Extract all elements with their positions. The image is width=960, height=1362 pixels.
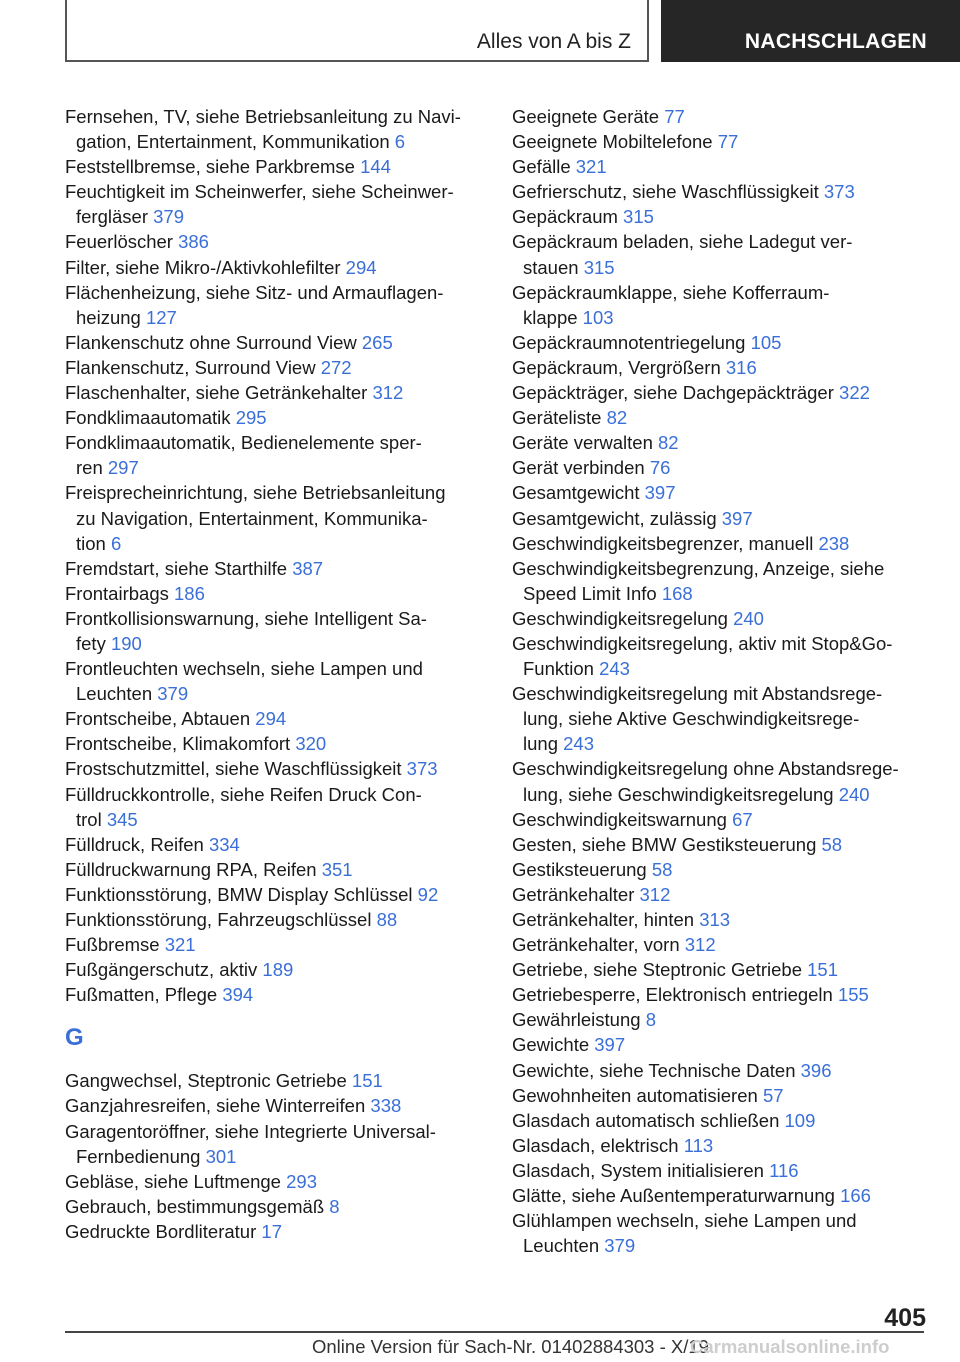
index-entry-text: Gepäckraum bbox=[512, 206, 624, 228]
index-entry-text: Flächenheizung, siehe Sitz- und Armauflagen‐ bbox=[65, 281, 444, 303]
page-reference-link[interactable]: 155 bbox=[837, 984, 869, 1006]
page-reference-link[interactable]: 301 bbox=[205, 1145, 237, 1167]
index-entry bbox=[65, 656, 485, 706]
index-entry-text: Gewohnheiten automatisieren bbox=[512, 1084, 763, 1106]
index-entry-text: Frontscheibe, Klimakomfort bbox=[65, 733, 296, 755]
index-entry-text: Geschwindigkeitsregelung mit Abstandsrege‐ bbox=[512, 683, 883, 705]
index-entry bbox=[65, 430, 485, 480]
index-entry bbox=[65, 957, 485, 982]
index-entry bbox=[512, 154, 932, 179]
index-entry bbox=[65, 782, 485, 832]
page-reference-link[interactable]: 379 bbox=[153, 206, 184, 228]
page-reference-link[interactable]: 92 bbox=[417, 883, 439, 905]
index-entry bbox=[512, 1032, 932, 1057]
index-entry bbox=[65, 1194, 485, 1219]
index-entry-continuation: fety bbox=[76, 632, 111, 654]
index-entry bbox=[512, 832, 932, 857]
index-entry bbox=[512, 1007, 932, 1032]
index-entry bbox=[65, 1219, 485, 1244]
page-reference-link[interactable]: 316 bbox=[725, 356, 757, 378]
index-entry bbox=[65, 104, 485, 154]
index-entry-text: Fernsehen, TV, siehe Betriebsanleitung zu Navi‐ bbox=[65, 106, 461, 127]
page-reference-link[interactable]: 397 bbox=[721, 507, 753, 529]
page-reference-link[interactable]: 240 bbox=[838, 783, 870, 805]
page-reference-link[interactable]: 186 bbox=[174, 582, 205, 604]
index-entry-text: Gepäckraum, Vergrößern bbox=[512, 356, 726, 378]
page-reference-link[interactable]: 190 bbox=[110, 632, 142, 654]
index-entry bbox=[65, 380, 485, 405]
index-entry-text: Filter, siehe Mikro-/Aktivkohlefilter bbox=[65, 256, 346, 278]
page-reference-link[interactable]: 151 bbox=[807, 959, 839, 981]
index-entry-continuation: trol bbox=[76, 808, 107, 830]
index-entry-text: Getränkehalter bbox=[512, 883, 640, 905]
page-reference-link[interactable]: 144 bbox=[360, 156, 391, 178]
index-entry-continuation: Speed Limit Info bbox=[523, 582, 662, 604]
index-entry-text: Fußbremse bbox=[65, 934, 165, 956]
index-entry-text: Feuchtigkeit im Scheinwerfer, siehe Scheinwer‐ bbox=[65, 181, 454, 203]
page-reference-link[interactable]: 8 bbox=[329, 1195, 340, 1217]
index-entry-text: Geschwindigkeitswarnung bbox=[512, 808, 733, 830]
page-reference-link[interactable]: 6 bbox=[394, 131, 406, 153]
index-entry bbox=[65, 756, 485, 781]
page-reference-link[interactable]: 77 bbox=[717, 131, 739, 153]
index-entry bbox=[65, 154, 485, 179]
index-entry bbox=[512, 1083, 932, 1108]
index-entry-text: Geschwindigkeitsbegrenzer, manuell bbox=[512, 532, 819, 554]
chapter-tab[interactable] bbox=[661, 0, 960, 62]
index-entry bbox=[512, 681, 932, 756]
page-reference-link[interactable]: 17 bbox=[261, 1220, 282, 1242]
index-entry-text: Fußmatten, Pflege bbox=[65, 984, 223, 1006]
section-title: Alles von A bis Z bbox=[476, 30, 631, 53]
index-entry bbox=[512, 1208, 932, 1258]
index-entry-text: Frontscheibe, Abtauen bbox=[65, 708, 256, 730]
index-entry bbox=[512, 1058, 932, 1083]
index-entry-text: Gepäckraum beladen, siehe Ladegut ver‐ bbox=[512, 231, 853, 253]
index-entry bbox=[65, 706, 485, 731]
index-entry-text: Garagentoröffner, siehe Integrierte Universal‐ bbox=[65, 1120, 436, 1142]
index-entry-text: Getriebesperre, Elektronisch entriegeln bbox=[512, 984, 838, 1006]
index-entry-continuation: stauen bbox=[523, 256, 584, 278]
page-reference-link[interactable]: 338 bbox=[370, 1095, 402, 1117]
page-reference-link[interactable]: 6 bbox=[110, 532, 122, 554]
index-entry bbox=[65, 1093, 485, 1118]
index-entry-text: Fondklimaautomatik, Bedienelemente sper‐ bbox=[65, 432, 422, 454]
index-entry-text: Gedruckte Bordliteratur bbox=[65, 1220, 262, 1242]
index-entry bbox=[65, 581, 485, 606]
index-entry-continuation: gation, Entertainment, Kommunikation bbox=[76, 131, 395, 153]
page-reference-link[interactable]: 105 bbox=[750, 331, 782, 353]
page-reference-link[interactable]: 321 bbox=[164, 934, 196, 956]
page-reference-link[interactable]: 387 bbox=[292, 557, 324, 579]
index-entry-text: Funktionsstörung, BMW Display Schlüssel bbox=[65, 883, 418, 905]
index-entry-text: Getränkehalter, hinten bbox=[512, 909, 700, 930]
page-reference-link[interactable]: 77 bbox=[664, 106, 685, 127]
index-entry bbox=[65, 982, 485, 1007]
index-entry bbox=[65, 857, 485, 882]
index-entry bbox=[512, 556, 932, 606]
index-entry bbox=[65, 1169, 485, 1194]
index-entry bbox=[65, 832, 485, 857]
index-entry bbox=[65, 907, 485, 932]
index-entry bbox=[512, 405, 932, 430]
page-reference-link[interactable]: 373 bbox=[823, 181, 855, 203]
page-reference-link[interactable]: 315 bbox=[623, 206, 654, 228]
index-entry-text: Fülldruck, Reifen bbox=[65, 833, 209, 855]
page-reference-link[interactable]: 166 bbox=[840, 1185, 871, 1207]
index-entry bbox=[512, 932, 932, 957]
index-entry-text: Fußgängerschutz, aktiv bbox=[65, 959, 263, 981]
index-entry-text: Gebrauch, bestimmungsgemäß bbox=[65, 1195, 330, 1217]
index-entry bbox=[512, 430, 932, 455]
page-reference-link[interactable]: 58 bbox=[651, 858, 673, 880]
page-reference-link[interactable]: 351 bbox=[321, 858, 353, 880]
page-reference-link[interactable]: 8 bbox=[645, 1009, 656, 1031]
index-entry bbox=[512, 480, 932, 505]
page-reference-link[interactable]: 103 bbox=[582, 306, 614, 328]
page-reference-link[interactable]: 321 bbox=[575, 156, 607, 178]
index-entry-continuation: ren bbox=[76, 457, 108, 479]
index-entry bbox=[512, 380, 932, 405]
page-reference-link[interactable]: 313 bbox=[699, 909, 731, 930]
page-reference-link[interactable]: 379 bbox=[157, 683, 189, 705]
index-entry-continuation: klappe bbox=[523, 306, 583, 328]
index-entry bbox=[512, 807, 932, 832]
chapter-tab-label: NACHSCHLAGEN bbox=[744, 30, 927, 53]
index-entry-text: Fondklimaautomatik bbox=[65, 407, 236, 429]
index-entry bbox=[512, 756, 932, 806]
index-entry bbox=[512, 506, 932, 531]
index-entry-text: Gepäckraumnotentriegelung bbox=[512, 331, 751, 353]
index-entry-text: Glätte, siehe Außentemperaturwarnung bbox=[512, 1185, 841, 1207]
page-reference-link[interactable]: 312 bbox=[684, 934, 716, 956]
page-reference-link[interactable]: 397 bbox=[594, 1034, 626, 1056]
page-reference-link[interactable]: 297 bbox=[107, 457, 139, 479]
page-reference-link[interactable]: 116 bbox=[769, 1159, 799, 1181]
page-reference-link[interactable]: 127 bbox=[145, 306, 177, 328]
index-entry-text: Gewährleistung bbox=[512, 1009, 646, 1031]
page-reference-link[interactable]: 57 bbox=[762, 1084, 784, 1106]
header-frame bbox=[65, 0, 649, 62]
index-entry-text: Fremdstart, siehe Starthilfe bbox=[65, 557, 293, 579]
page-reference-link[interactable]: 294 bbox=[255, 708, 287, 730]
index-entry-text: Feuerlöscher bbox=[65, 231, 179, 253]
index-entry bbox=[512, 1133, 932, 1158]
page-reference-link[interactable]: 238 bbox=[818, 532, 850, 554]
index-entry-text: Frontairbags bbox=[65, 582, 174, 604]
index-entry bbox=[65, 606, 485, 656]
index-entry bbox=[65, 355, 485, 380]
index-entry bbox=[512, 330, 932, 355]
index-entry-text: Funktionsstörung, Fahrzeugschlüssel bbox=[65, 909, 377, 930]
index-entry-continuation: Funktion bbox=[523, 658, 600, 680]
page-reference-link[interactable]: 272 bbox=[320, 356, 352, 378]
index-entry-continuation: Fernbedienung bbox=[76, 1145, 206, 1167]
online-version-note: Online Version für Sach-Nr. 01402884303 - X/19 bbox=[312, 1336, 709, 1357]
page-reference-link[interactable]: 396 bbox=[800, 1059, 832, 1081]
index-entry-text: Feststellbremse, siehe Parkbremse bbox=[65, 156, 361, 178]
page-reference-link[interactable]: 88 bbox=[376, 909, 398, 930]
page-reference-link[interactable]: 243 bbox=[599, 658, 630, 680]
index-entry bbox=[512, 606, 932, 631]
index-entry-text: Gesamtgewicht bbox=[512, 482, 645, 504]
index-entry bbox=[65, 480, 485, 555]
page-reference-link[interactable]: 320 bbox=[295, 733, 327, 755]
page-reference-link[interactable]: 243 bbox=[563, 733, 594, 755]
index-entry bbox=[65, 882, 485, 907]
index-entry bbox=[512, 1158, 932, 1183]
page-reference-link[interactable]: 312 bbox=[639, 883, 671, 905]
index-entry bbox=[512, 204, 932, 229]
index-entry bbox=[65, 255, 485, 280]
index-entry bbox=[65, 1119, 485, 1169]
page-reference-link[interactable]: 373 bbox=[406, 758, 438, 780]
page-reference-link[interactable]: 82 bbox=[606, 407, 628, 429]
index-entry-text: Geschwindigkeitsregelung ohne Abstandsrege‐ bbox=[512, 758, 899, 780]
index-entry-text: Frontleuchten wechseln, siehe Lampen und bbox=[65, 658, 423, 680]
index-entry-text: Geschwindigkeitsregelung, aktiv mit Stop&Go- bbox=[512, 632, 893, 654]
page-reference-link[interactable]: 345 bbox=[106, 808, 138, 830]
index-entry-text: Gerät verbinden bbox=[512, 457, 650, 479]
index-entry-text: Flankenschutz ohne Surround View bbox=[65, 331, 362, 353]
index-entry-text: Gebläse, siehe Luftmenge bbox=[65, 1170, 287, 1192]
index-entry bbox=[65, 405, 485, 430]
index-entry-text: Flaschenhalter, siehe Getränkehalter bbox=[65, 382, 373, 404]
index-entry bbox=[512, 882, 932, 907]
index-entry bbox=[512, 104, 932, 129]
index-entry bbox=[65, 330, 485, 355]
index-entry bbox=[65, 1068, 485, 1093]
page-reference-link[interactable]: 293 bbox=[286, 1170, 317, 1192]
index-entry-continuation: fergläser bbox=[76, 206, 154, 228]
page-reference-link[interactable]: 379 bbox=[604, 1235, 636, 1257]
index-entry bbox=[512, 455, 932, 480]
index-entry-continuation: tion bbox=[76, 532, 111, 554]
index-entry-continuation: zu Navigation, Entertainment, Kommunika‐ bbox=[76, 507, 428, 529]
index-entry bbox=[65, 932, 485, 957]
index-entry-continuation: lung, siehe Aktive Geschwindigkeitsrege‐ bbox=[523, 708, 860, 730]
index-entry-text: Ganzjahresreifen, siehe Winterreifen bbox=[65, 1095, 371, 1117]
index-entry bbox=[65, 179, 485, 229]
page-reference-link[interactable]: 295 bbox=[235, 407, 267, 429]
watermark-logo: Carmanualsonline.info bbox=[690, 1336, 890, 1357]
index-column-right bbox=[512, 104, 932, 1258]
page-reference-link[interactable]: 334 bbox=[208, 833, 240, 855]
index-entry-text: Geräte verwalten bbox=[512, 432, 659, 454]
index-entry bbox=[512, 280, 932, 330]
index-entry-text: Gesamtgewicht, zulässig bbox=[512, 507, 722, 529]
index-entry-text: Fülldruckkontrolle, siehe Reifen Druck Con‐ bbox=[65, 783, 422, 805]
index-entry-text: Getränkehalter, vorn bbox=[512, 934, 685, 956]
page-reference-link[interactable]: 189 bbox=[262, 959, 294, 981]
index-entry bbox=[512, 179, 932, 204]
index-entry-text: Glasdach automatisch schließen bbox=[512, 1109, 785, 1131]
page-reference-link[interactable]: 151 bbox=[351, 1070, 383, 1092]
index-entry bbox=[512, 229, 932, 279]
index-entry bbox=[65, 731, 485, 756]
page-reference-link[interactable]: 312 bbox=[372, 382, 404, 404]
index-entry bbox=[65, 229, 485, 254]
index-entry bbox=[512, 1183, 932, 1208]
index-entry-text: Glasdach, elektrisch bbox=[512, 1134, 684, 1156]
page-reference-link[interactable]: 322 bbox=[839, 382, 870, 404]
index-entry-text: Getriebe, siehe Steptronic Getriebe bbox=[512, 959, 808, 981]
index-entry bbox=[512, 857, 932, 882]
index-letter-heading: G bbox=[65, 1024, 84, 1052]
index-entry bbox=[512, 982, 932, 1007]
index-entry bbox=[512, 957, 932, 982]
index-entry-continuation: lung, siehe Geschwindigkeitsregelung bbox=[523, 783, 839, 805]
index-entry bbox=[512, 907, 932, 932]
index-entry-text: Gepäckraumklappe, siehe Kofferraum‐ bbox=[512, 281, 830, 303]
index-entry-text: Geschwindigkeitsbegrenzung, Anzeige, siehe bbox=[512, 557, 885, 579]
index-entry-text: Gesten, siehe BMW Gestiksteuerung bbox=[512, 833, 822, 855]
index-entry bbox=[512, 355, 932, 380]
index-entry-text: Frontkollisionswarnung, siehe Intelligent Sa‐ bbox=[65, 607, 427, 629]
index-entry-text: Glühlampen wechseln, siehe Lampen und bbox=[512, 1210, 857, 1232]
page-reference-link[interactable]: 265 bbox=[361, 331, 393, 353]
index-entry bbox=[512, 129, 932, 154]
index-entry bbox=[65, 280, 485, 330]
index-entry bbox=[65, 556, 485, 581]
page-reference-link[interactable]: 113 bbox=[683, 1134, 714, 1156]
page-reference-link[interactable]: 294 bbox=[345, 256, 377, 278]
index-entry-text: Geschwindigkeitsregelung bbox=[512, 607, 734, 629]
index-entry-text: Gewichte bbox=[512, 1034, 595, 1056]
index-entry-text: Flankenschutz, Surround View bbox=[65, 356, 321, 378]
index-entry-continuation: lung bbox=[523, 733, 564, 755]
page-number: 405 bbox=[884, 1304, 926, 1332]
page-reference-link[interactable]: 168 bbox=[661, 582, 693, 604]
index-entry bbox=[512, 631, 932, 681]
index-entry bbox=[512, 1108, 932, 1133]
index-entry-text: Gefälle bbox=[512, 156, 576, 178]
page-reference-link[interactable]: 397 bbox=[644, 482, 676, 504]
page-reference-link[interactable]: 109 bbox=[784, 1109, 816, 1131]
index-entry-text: Fülldruckwarnung RPA, Reifen bbox=[65, 858, 322, 880]
page-reference-link[interactable]: 82 bbox=[658, 432, 679, 454]
page-reference-link[interactable]: 76 bbox=[649, 457, 671, 479]
index-entry-text: Gestiksteuerung bbox=[512, 858, 652, 880]
index-entry-text: Geräteliste bbox=[512, 407, 607, 429]
index-entry-text: Freisprecheinrichtung, siehe Betriebsanleitung bbox=[65, 482, 446, 504]
page-reference-link[interactable]: 67 bbox=[732, 808, 753, 830]
index-entry-text: Geeignete Geräte bbox=[512, 106, 665, 127]
footer-divider bbox=[65, 1331, 924, 1333]
index-entry-continuation: Leuchten bbox=[523, 1235, 605, 1257]
index-entry-text: Gewichte, siehe Technische Daten bbox=[512, 1059, 801, 1081]
index-entry-text: Geeignete Mobiltelefone bbox=[512, 131, 718, 153]
page-reference-link[interactable]: 315 bbox=[583, 256, 615, 278]
page-reference-link[interactable]: 240 bbox=[733, 607, 764, 629]
index-entry-text: Gepäckträger, siehe Dachgepäckträger bbox=[512, 382, 840, 404]
index-entry-continuation: Leuchten bbox=[76, 683, 158, 705]
index-entry-text: Glasdach, System initialisieren bbox=[512, 1159, 770, 1181]
page-reference-link[interactable]: 386 bbox=[178, 231, 209, 253]
page-reference-link[interactable]: 58 bbox=[821, 833, 843, 855]
index-entry-text: Frostschutzmittel, siehe Waschflüssigkeit bbox=[65, 758, 407, 780]
index-entry-text: Gefrierschutz, siehe Waschflüssigkeit bbox=[512, 181, 824, 203]
index-column-left bbox=[65, 104, 485, 1244]
page-reference-link[interactable]: 394 bbox=[222, 984, 254, 1006]
index-entry bbox=[512, 531, 932, 556]
index-entry-continuation: heizung bbox=[76, 306, 146, 328]
index-entry-text: Gangwechsel, Steptronic Getriebe bbox=[65, 1070, 352, 1092]
